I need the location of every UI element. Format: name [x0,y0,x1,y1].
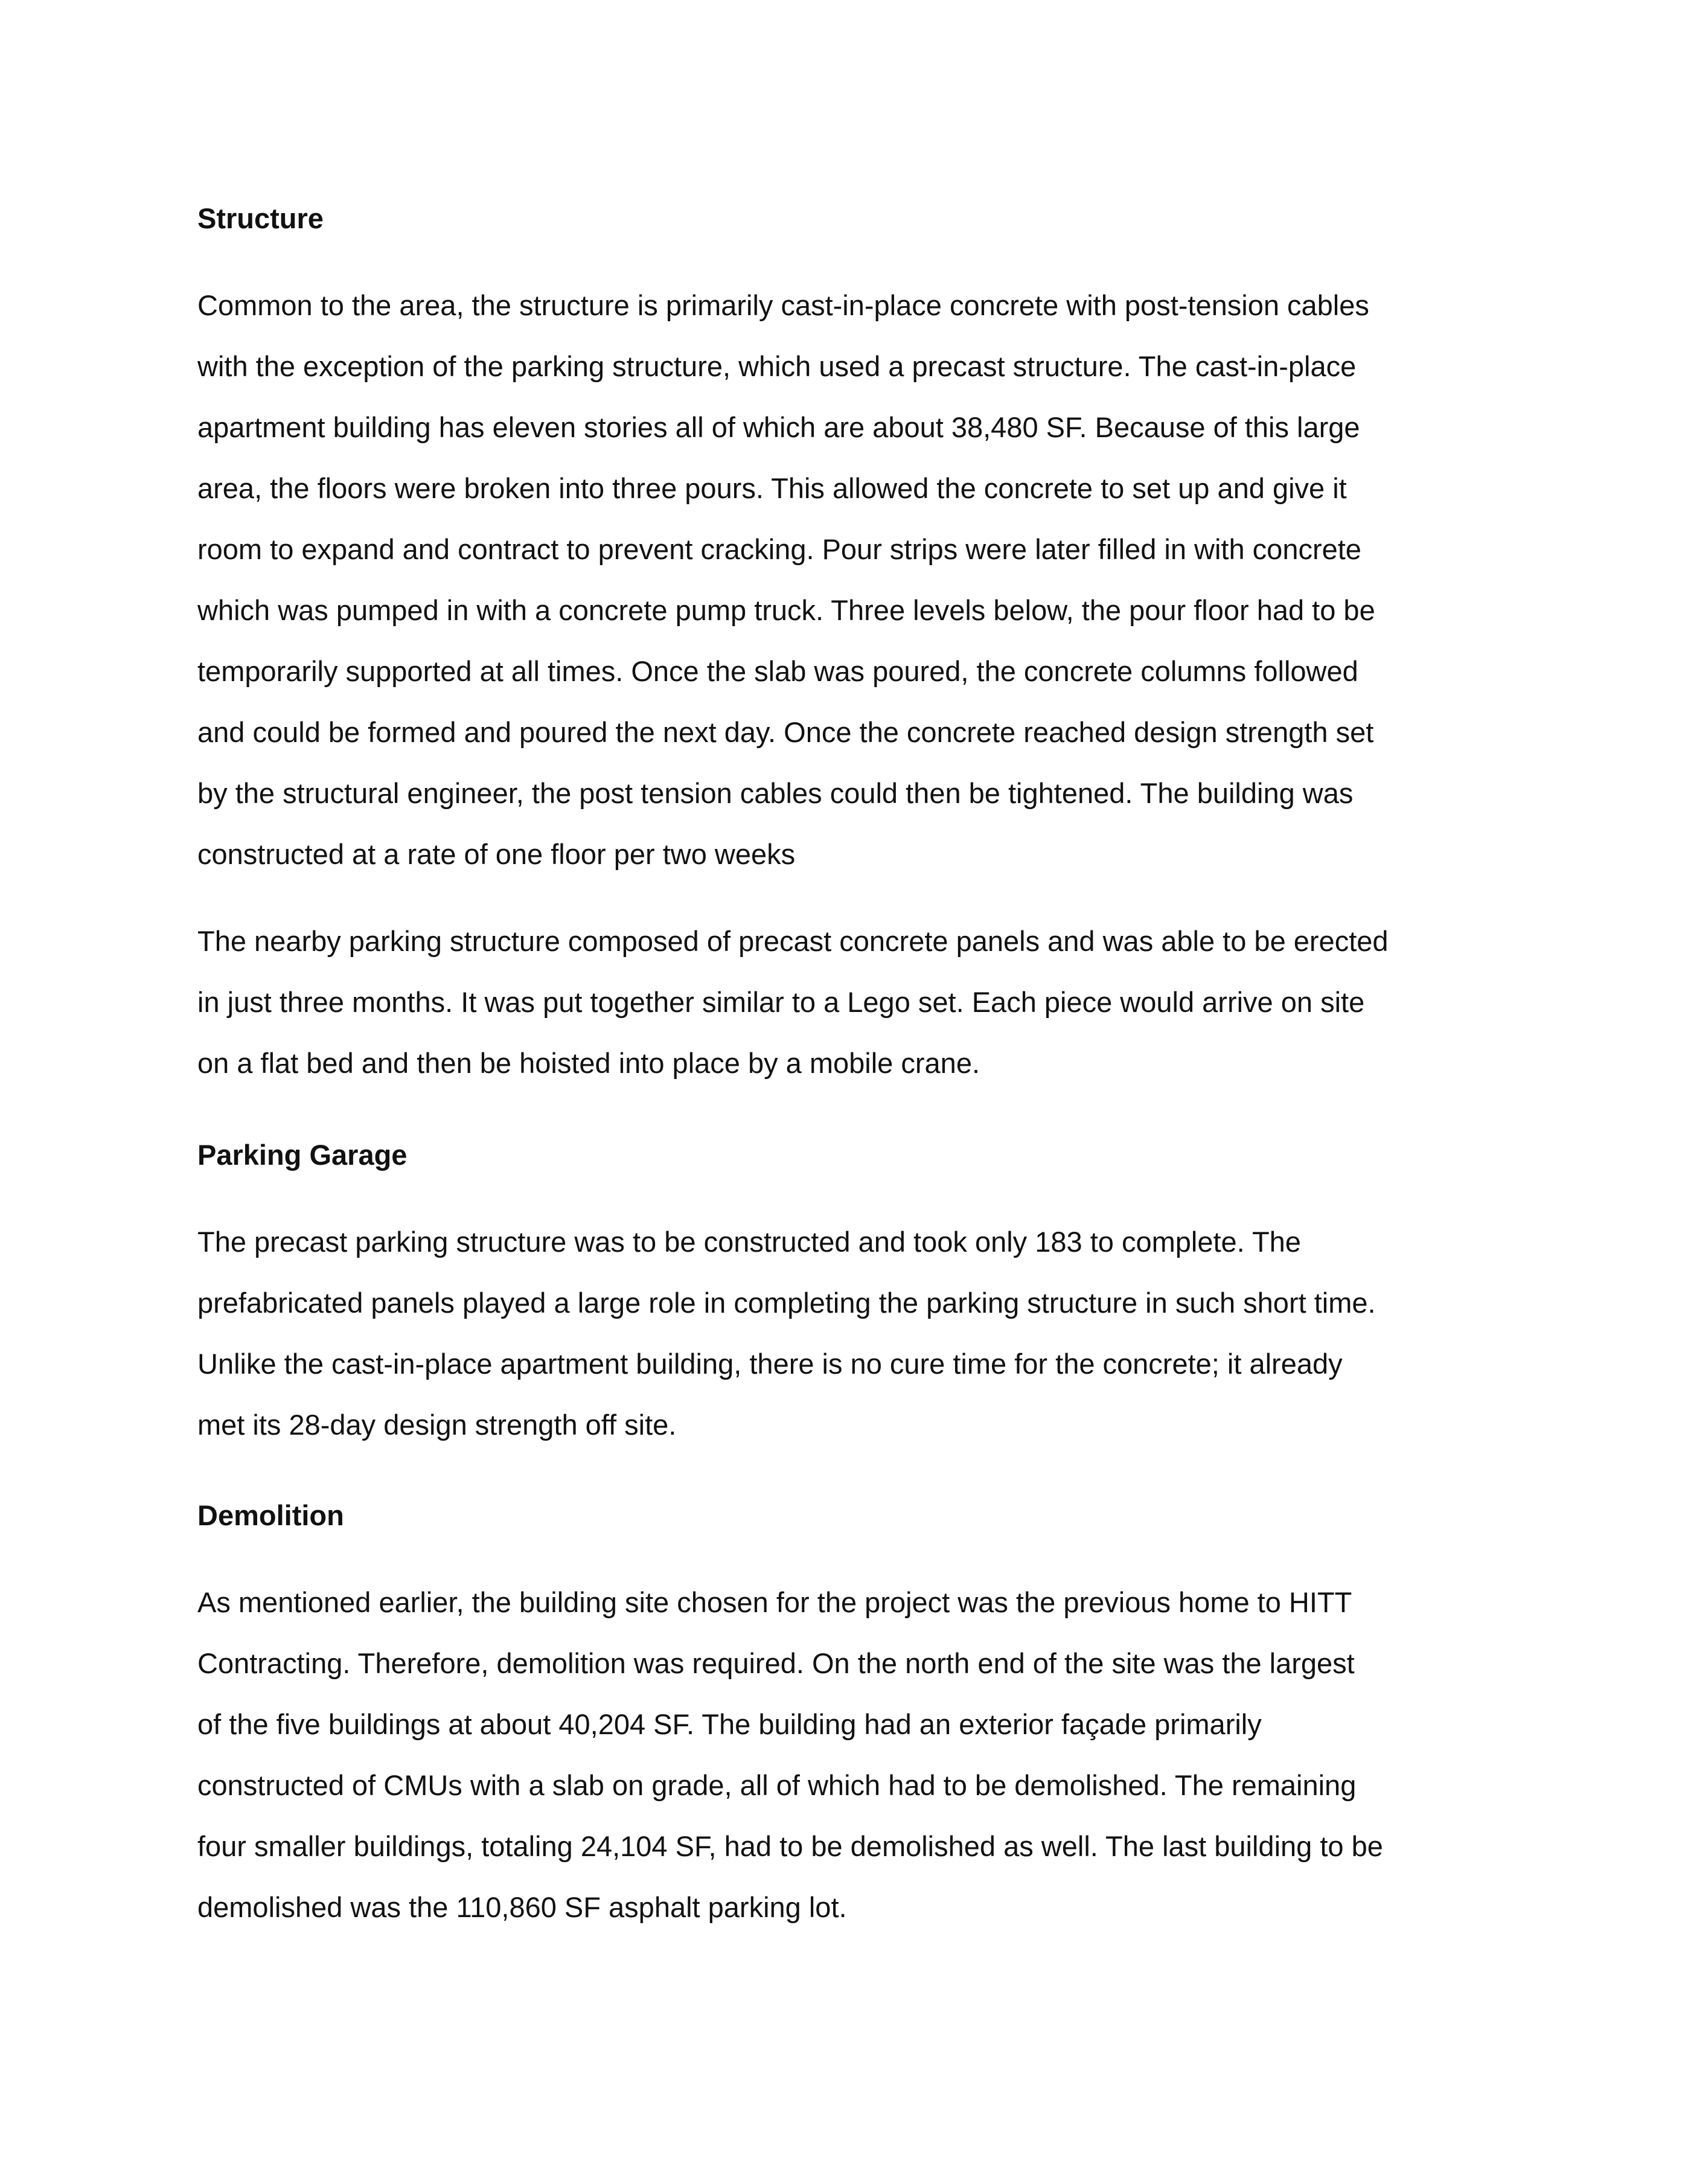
text-line: Contracting. Therefore, demolition was required. On the north end of the site was the largest [197,1647,1355,1679]
text-line: and could be formed and poured the next day. Once the concrete reached design strength set [197,716,1374,748]
paragraph-structure-2 [197,911,1501,1094]
text-line: constructed at a rate of one floor per two weeks [197,838,796,870]
paragraph-demolition [197,1572,1501,1938]
text-line: The nearby parking structure composed of precast concrete panels and was able to be erected [197,925,1389,957]
text-line: apartment building has eleven stories all of which are about 38,480 SF. Because of this large [197,411,1360,443]
text-line: of the five buildings at about 40,204 SF. The building had an exterior façade primarily [197,1708,1262,1740]
text-line: As mentioned earlier, the building site chosen for the project was the previous home to HITT [197,1586,1352,1618]
text-line: which was pumped in with a concrete pump truck. Three levels below, the pour floor had to be [197,594,1375,626]
text-line: on a flat bed and then be hoisted into place by a mobile crane. [197,1047,980,1079]
section-heading-structure: Structure [197,202,324,234]
text-line: met its 28-day design strength off site. [197,1409,677,1441]
text-line: temporarily supported at all times. Once the slab was poured, the concrete columns followed [197,655,1358,687]
section-heading-demolition: Demolition [197,1499,344,1531]
text-line: prefabricated panels played a large role in completing the parking structure in such short time. [197,1287,1376,1319]
text-line: by the structural engineer, the post tension cables could then be tightened. The building was [197,777,1354,809]
text-line: area, the floors were broken into three pours. This allowed the concrete to set up and give it [197,472,1347,504]
text-line: in just three months. It was put together similar to a Lego set. Each piece would arrive on site [197,986,1365,1018]
text-line: four smaller buildings, totaling 24,104 SF, had to be demolished as well. The last building to be [197,1830,1383,1862]
text-line: Unlike the cast-in-place apartment building, there is no cure time for the concrete; it already [197,1348,1343,1380]
section-heading-parking-garage: Parking Garage [197,1139,408,1171]
text-line: with the exception of the parking structure, which used a precast structure. The cast-in-place [197,350,1357,382]
text-line: Common to the area, the structure is primarily cast-in-place concrete with post-tension cables [197,289,1369,321]
text-line: constructed of CMUs with a slab on grade, all of which had to be demolished. The remaining [197,1769,1357,1801]
text-line: demolished was the 110,860 SF asphalt parking lot. [197,1891,847,1923]
text-line: The precast parking structure was to be constructed and took only 183 to complete. The [197,1226,1301,1258]
paragraph-structure-1 [197,275,1501,885]
text-line: room to expand and contract to prevent cracking. Pour strips were later filled in with concrete [197,533,1361,565]
paragraph-parking-garage [197,1211,1501,1455]
